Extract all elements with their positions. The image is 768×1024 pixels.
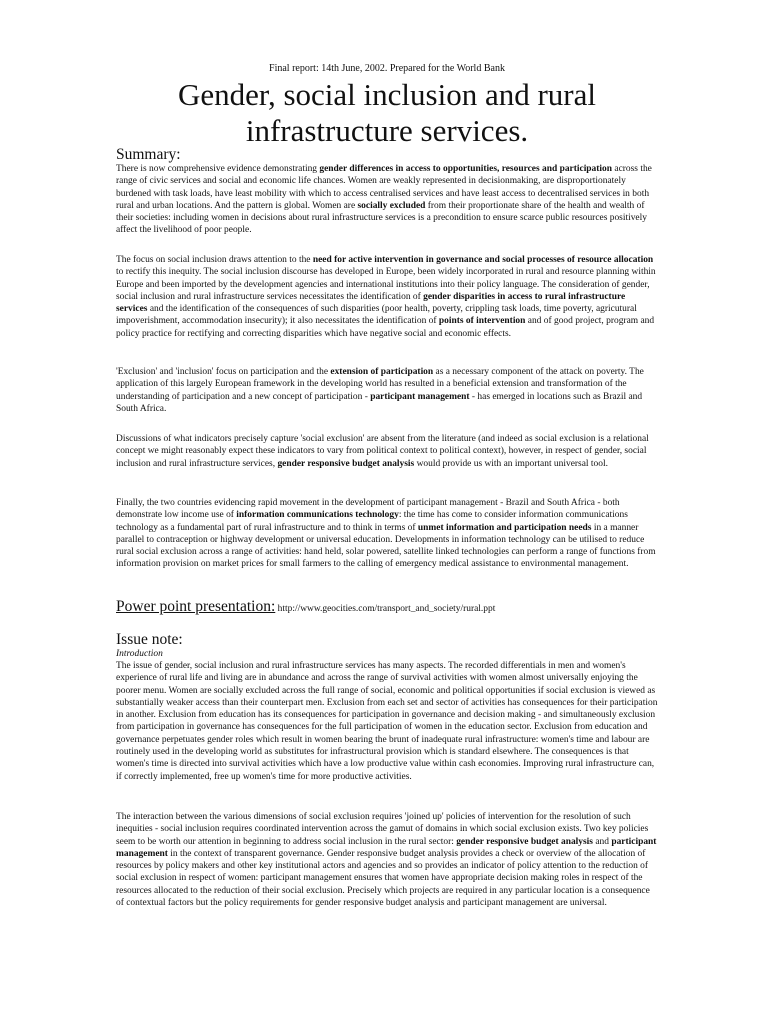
summary-paragraph-3 xyxy=(116,366,658,415)
body-text: 'Exclusion' and 'inclusion' focus on participation and the xyxy=(116,367,331,377)
emphasis-text: need for active intervention in governance and social processes of resource allocation xyxy=(312,255,654,265)
emphasis-text: participant management xyxy=(116,836,657,859)
report-kicker: Final report: 14th June, 2002. Prepared for the World Bank xyxy=(269,63,505,74)
body-text: The focus on social inclusion draws attention to the xyxy=(116,255,313,265)
issue-note-heading: Issue note: xyxy=(116,631,183,648)
powerpoint-label: Power point presentation: xyxy=(116,598,276,615)
body-text: would provide us with an important universal tool. xyxy=(414,458,608,469)
emphasis-text: points of intervention xyxy=(438,316,526,327)
body-text: from their proportionate share of the health and wealth of their societies: including women in decisions about rural infrastructure services is a precondition to ensure scarce public resources positively affect the livelihood of poor people. xyxy=(116,200,647,236)
body-text: in a manner parallel to contraception or highway development or universal education. Developments in information technology can be utilised to reduce rural social exclusion across a range of activities: hand held, solar powered, satellite linked technologies can perform a range of functions from information provision on market prices for small farmers to the calling of emergency medical assistance to environmental management. xyxy=(116,522,656,570)
body-text: and of good project, program and policy practice for rectifying and correcting disparities which have negative social and economic effects. xyxy=(116,316,655,339)
body-text: : the time has come to consider information communications technology as a fundamental part of rural infrastructure and to think in terms of xyxy=(116,510,628,533)
issue-note-paragraph-2 xyxy=(116,811,658,909)
issue-note-paragraph-1 xyxy=(116,660,658,783)
powerpoint-link[interactable]: http://www.geocities.com/transport_and_society/rural.ppt xyxy=(275,604,496,614)
summary-paragraph-2 xyxy=(116,254,658,340)
summary-paragraph-1 xyxy=(116,163,658,237)
emphasis-text: gender responsive budget analysis xyxy=(456,836,593,847)
body-text: and the identification of the consequences of such disparities (poor health, poverty, crippling task loads, time poverty, agricutural impoverishment, accommodation insecurity); it also necessitates the identification of xyxy=(116,304,637,327)
page-title xyxy=(116,77,658,149)
emphasis-text: gender responsive budget analysis xyxy=(277,458,415,469)
emphasis-text: unmet information and participation needs xyxy=(417,522,592,533)
body-text: Discussions of what indicators precisely capture 'social exclusion' are absent from the literature (and indeed as social exclusion is a relational concept we might reasonably expect these indicators to vary from political context to political context), however, in respect of gender, social inclusion and rural infrastructure services, xyxy=(116,434,649,469)
emphasis-text: participant management xyxy=(370,391,470,402)
emphasis-text: extension of participation xyxy=(330,367,434,377)
title-line-2: infrastructure services. xyxy=(245,113,529,148)
title-line-1: Gender, social inclusion and rural xyxy=(178,77,596,112)
body-text: to rectify this inequity. The social inclusion discourse has developed in Europe, been widely incorporated in rural and resource planning within Europe and been imported by the development agencies and international institutions into their policy language. The consideration of gender, social inclusion and rural infrastructure services necessitates the identification of xyxy=(116,267,656,302)
body-text: The issue of gender, social inclusion and rural infrastructure services has many aspects. The recorded differentials in men and women's experience of rural life and living are in abundance and across the range of survival activities with women almost universally enjoying the poorer menu. Women are socially excluded across the full range of social, economic and political opportunities if social exclusion is viewed as substantially weaker access than their counterpart men. Exclusion from each set and sector of activities has consequences for their participation in another. Exclusion from education has its consequences for participation in governance and decision making - and simultaneously exclusion from participation in governance has consequences for the full participation of women in the education sector. Exclusion from education and governance perpetuates gender roles which result in women bearing the brunt of inadequate rural infrastructure: women's time and labour are routinely used in the developing world as substitutes for infrastructural provision which is standard elsewhere. The consequences is that women's time is directed into survival activities which have a low productive value within cash economies. Improving rural infrastructure can, if correctly implemented, free up women's time for more productive activities. xyxy=(116,661,658,782)
body-text: There is now comprehensive evidence demonstrating xyxy=(116,164,320,174)
body-text: - has emerged in locations such as Brazil and South Africa. xyxy=(116,391,643,414)
summary-paragraph-4 xyxy=(116,433,658,470)
introduction-subheading: Introduction xyxy=(116,649,163,659)
emphasis-text: information communications technology xyxy=(236,510,399,521)
powerpoint-line xyxy=(116,598,495,616)
body-text: in the context of transparent governance. Gender responsive budget analysis provides a check or overview of the allocation of resources by policy makers and other key institutional actors and agencies and so provides an indicator of policy attention to the reduction of social exclusion in respect of women: participant management ensures that women have appropriate decision making roles in respect of the resources allocated to the reduction of their social exclusion. Precisely which projects are required in any particular location is a consequence of contextual factors but the policy requirements for gender responsive budget analysis and participant management are universal. xyxy=(116,848,650,909)
emphasis-text: gender disparities in access to rural infrastructure services xyxy=(116,291,626,315)
emphasis-text: gender differences in access to opportunities, resources and participation xyxy=(319,164,613,174)
body-text: Finally, the two countries evidencing rapid movement in the development of participant management - Brazil and South Africa - both demonstrate low income use of xyxy=(116,498,620,521)
body-text: and xyxy=(592,836,612,847)
body-text: The interaction between the various dimensions of social exclusion requires 'joined up' policies of intervention for the resolution of such inequities - social inclusion requires coordinated intervention across the gamut of domains in which social exclusion exists. Two key policies seem to be worth our attention in beginning to address social inclusion in the rural sector: xyxy=(116,812,649,847)
summary-paragraph-5 xyxy=(116,497,658,571)
body-text: across the range of civic services and social and economic life chances. Women are weakly represented in decisionmaking, are disproportionately burdened with task loads, have least mobility with which to access centralised services and have least access to decentralised services in both rural and urban locations. And the pattern is global. Women are xyxy=(116,164,652,211)
summary-heading: Summary: xyxy=(116,146,181,163)
emphasis-text: socially excluded xyxy=(357,200,426,211)
body-text: as a necessary component of the attack on poverty. The application of this largely European framework in the developing world has resulted in a beneficial extension and transformation of the understanding of participation and a new concept of participation - xyxy=(116,367,644,402)
